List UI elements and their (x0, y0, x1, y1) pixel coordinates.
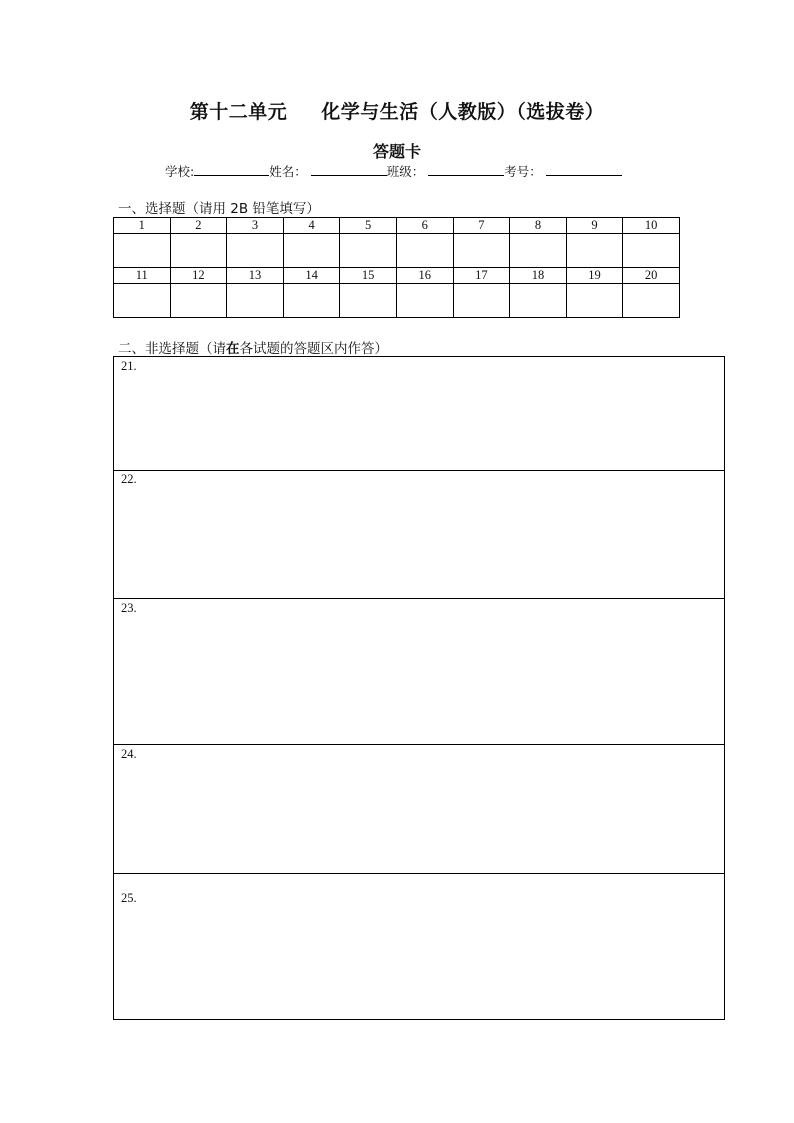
exam-number-field[interactable] (546, 162, 622, 176)
class-label: 班级： (386, 164, 425, 179)
class-field[interactable] (428, 162, 504, 176)
question-number: 20 (623, 268, 680, 284)
answer-cell[interactable] (283, 234, 340, 268)
answer-cell[interactable] (510, 234, 567, 268)
school-field[interactable] (194, 162, 269, 176)
question-number: 16 (396, 268, 453, 284)
question-number: 11 (114, 268, 171, 284)
question-number: 17 (453, 268, 510, 284)
answer-cell[interactable] (170, 234, 227, 268)
question-number: 3 (227, 218, 284, 234)
question-label: 25. (121, 891, 137, 905)
title-unit: 第十二单元 (189, 101, 288, 123)
answer-cell[interactable] (396, 234, 453, 268)
answer-cell[interactable] (396, 284, 453, 318)
question-number: 7 (453, 218, 510, 234)
answer-cell[interactable] (170, 284, 227, 318)
question-label: 23. (121, 601, 137, 615)
answer-cell[interactable] (623, 284, 680, 318)
answer-area-22[interactable] (113, 470, 725, 599)
question-number: 14 (283, 268, 340, 284)
section-free-response-title (118, 337, 388, 357)
answer-row (114, 234, 680, 268)
question-number-row (114, 268, 680, 284)
section-multiple-choice-title: 一、选择题（请用 2B 铅笔填写） (118, 201, 320, 217)
question-number: 5 (340, 218, 397, 234)
question-number: 19 (566, 268, 623, 284)
answer-area-24[interactable] (113, 745, 725, 874)
answer-cell[interactable] (623, 234, 680, 268)
answer-cell[interactable] (453, 234, 510, 268)
question-number: 10 (623, 218, 680, 234)
question-number: 13 (227, 268, 284, 284)
section2-title-end: 各试题的答题区内作答） (239, 341, 388, 357)
answer-cell[interactable] (340, 234, 397, 268)
question-number: 9 (566, 218, 623, 234)
name-label: 姓名： (269, 164, 307, 179)
answer-area-21[interactable] (113, 356, 725, 471)
answer-cell[interactable] (227, 234, 284, 268)
question-label: 21. (121, 359, 137, 373)
section2-title-emphasis: 在 (226, 341, 240, 357)
question-number-row (114, 218, 680, 234)
multiple-choice-grid (113, 217, 680, 318)
answer-cell[interactable] (227, 284, 284, 318)
answer-cell[interactable] (114, 284, 171, 318)
document-title (0, 97, 794, 124)
question-number: 8 (510, 218, 567, 234)
answer-cell[interactable] (283, 284, 340, 318)
question-number: 1 (114, 218, 171, 234)
question-label: 24. (121, 747, 137, 761)
section2-title-start: 二、非选择题（请 (118, 341, 226, 357)
answer-row (114, 284, 680, 318)
answer-cell[interactable] (510, 284, 567, 318)
question-number: 12 (170, 268, 227, 284)
answer-cell[interactable] (340, 284, 397, 318)
question-number: 4 (283, 218, 340, 234)
question-label: 22. (121, 472, 137, 486)
question-number: 6 (396, 218, 453, 234)
answer-cell[interactable] (566, 284, 623, 318)
answer-cell[interactable] (566, 234, 623, 268)
title-subject: 化学与生活（人教版）（选拔卷） (321, 101, 605, 123)
name-field[interactable] (311, 162, 387, 176)
student-info-row (165, 162, 622, 180)
answer-sheet-heading: 答题卡 (372, 142, 421, 161)
exam-number-label: 考号： (504, 164, 542, 179)
answer-cell[interactable] (114, 234, 171, 268)
answer-area-25[interactable] (113, 874, 725, 1020)
question-number: 2 (170, 218, 227, 234)
question-number: 15 (340, 268, 397, 284)
school-label: 学校: (165, 164, 195, 179)
answer-cell[interactable] (453, 284, 510, 318)
answer-area-23[interactable] (113, 599, 725, 745)
question-number: 18 (510, 268, 567, 284)
